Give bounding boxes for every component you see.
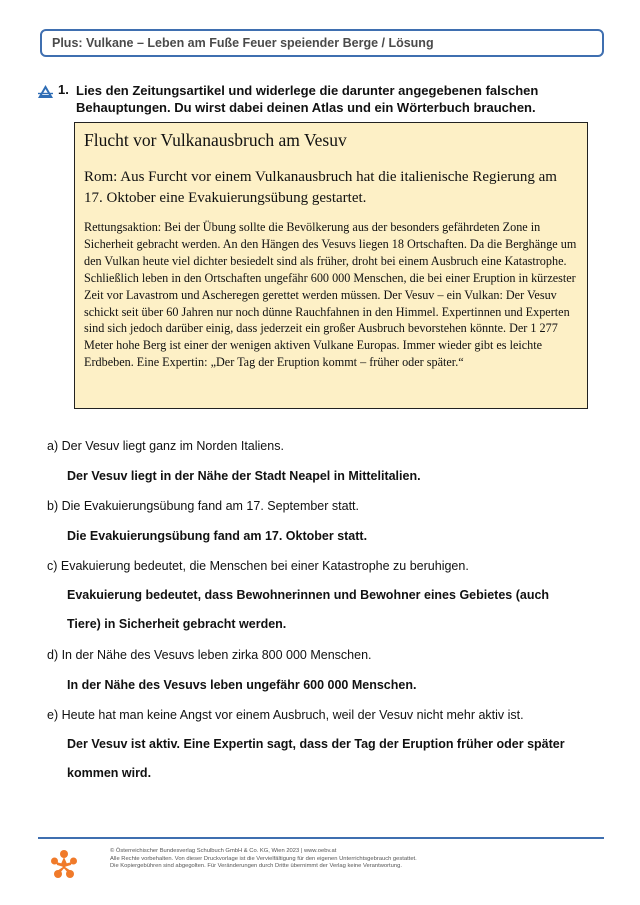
footer-line-3: Die Kopiergebühren sind abgegolten. Für Veränderungen durch Dritte übernimmt der Verlag keine Verantwortung. [110, 863, 402, 870]
claim-c: c) Evakuierung bedeutet, die Menschen bei einer Katastrophe zu beruhigen. [47, 559, 469, 573]
footer-line-2: Alle Rechte vorbehalten. Von dieser Druckvorlage ist die Vervielfältigung für den eigenen Unterrichtsgebrauch gestattet. [110, 855, 417, 862]
answer-b: Die Evakuierungsübung fand am 17. Oktober statt. [67, 529, 368, 543]
newspaper-article [74, 122, 588, 409]
worksheet-title: Plus: Vulkane – Leben am Fuße Feuer speiender Berge / Lösung [52, 36, 434, 50]
answer-c-line-2: Tiere) in Sicherheit gebracht werden. [67, 617, 287, 631]
answer-e-line-2: kommen wird. [67, 766, 152, 780]
task-instruction-line-1: Lies den Zeitungsartikel und widerlege die darunter angegebenen falschen [76, 83, 539, 98]
answer-c-line-1: Evakuierung bedeutet, dass Bewohnerinnen und Bewohner eines Gebietes (auch [67, 588, 550, 602]
claim-e: e) Heute hat man keine Angst vor einem Ausbruch, weil der Vesuv nicht mehr aktiv ist. [47, 708, 524, 722]
claim-d: d) In der Nähe des Vesuvs leben zirka 800 000 Menschen. [47, 648, 372, 662]
triangle-level-icon [38, 85, 53, 98]
answer-a: Der Vesuv liegt in der Nähe der Stadt Neapel in Mittelitalien. [67, 469, 421, 483]
footer-line-1: © Österreichischer Bundesverlag Schulbuch GmbH & Co. KG, Wien 2023 | www.oebv.at [110, 848, 337, 854]
claim-a: a) Der Vesuv liegt ganz im Norden Italiens. [47, 439, 284, 453]
article-title: Flucht vor Vulkanausbruch am Vesuv [84, 130, 347, 150]
claim-b: b) Die Evakuierungsübung fand am 17. September statt. [47, 499, 359, 513]
header-box [40, 29, 604, 57]
answer-e-line-1: Der Vesuv ist aktiv. Eine Expertin sagt, dass der Tag der Eruption früher oder später [67, 737, 565, 751]
article-body: Rettungsaktion: Bei der Übung sollte die Bevölkerung aus der besonders gefährdeten Zone in Sicherheit gebracht werden. An den Hängen des Vesuvs liegen 18 Ortschaften. Da die Berghänge um den Vulkan heute viel dichter besiedelt sind als früher, droht bei einem Ausbruch eine Katastrophe. Schließlich leben in den Ortschaften ungefähr 600 000 Menschen, die bei einer Eruption in kürzester Zeit vor Lavastrom und Ascheregen gerettet werden müssen. Der Vesuv – ein Vulkan: Der Vesuv schickt seit über 60 Jahren nur noch dünne Rauchfahnen in den Himmel. Expertinnen und Experten sind sich jedoch darüber einig, dass jederzeit ein großer Ausbruch bevorstehen könnte. Der 1 277 Meter hohe Berg ist einer der wenigen aktiven Vulkane Europas. Immer wieder gibt es leichte Erdbeben. Eine Expertin: „Der Tag der Eruption kommt – früher oder später.“ [84, 220, 577, 370]
task-instruction-line-2: Behauptungen. Du wirst dabei deinen Atlas und ein Wörterbuch brauchen. [76, 100, 536, 115]
task-number: 1. [58, 82, 69, 97]
task-instruction [76, 82, 596, 116]
oebv-logo-icon [50, 849, 78, 879]
answer-d: In der Nähe des Vesuvs leben ungefähr 600 000 Menschen. [67, 678, 417, 692]
footer-copyright [110, 848, 417, 871]
article-lead: Rom: Aus Furcht vor einem Vulkanausbruch hat die italienische Regierung am 17. Oktober eine Evakuierungsübung gestartet. [84, 169, 557, 206]
footer-divider [38, 837, 604, 839]
